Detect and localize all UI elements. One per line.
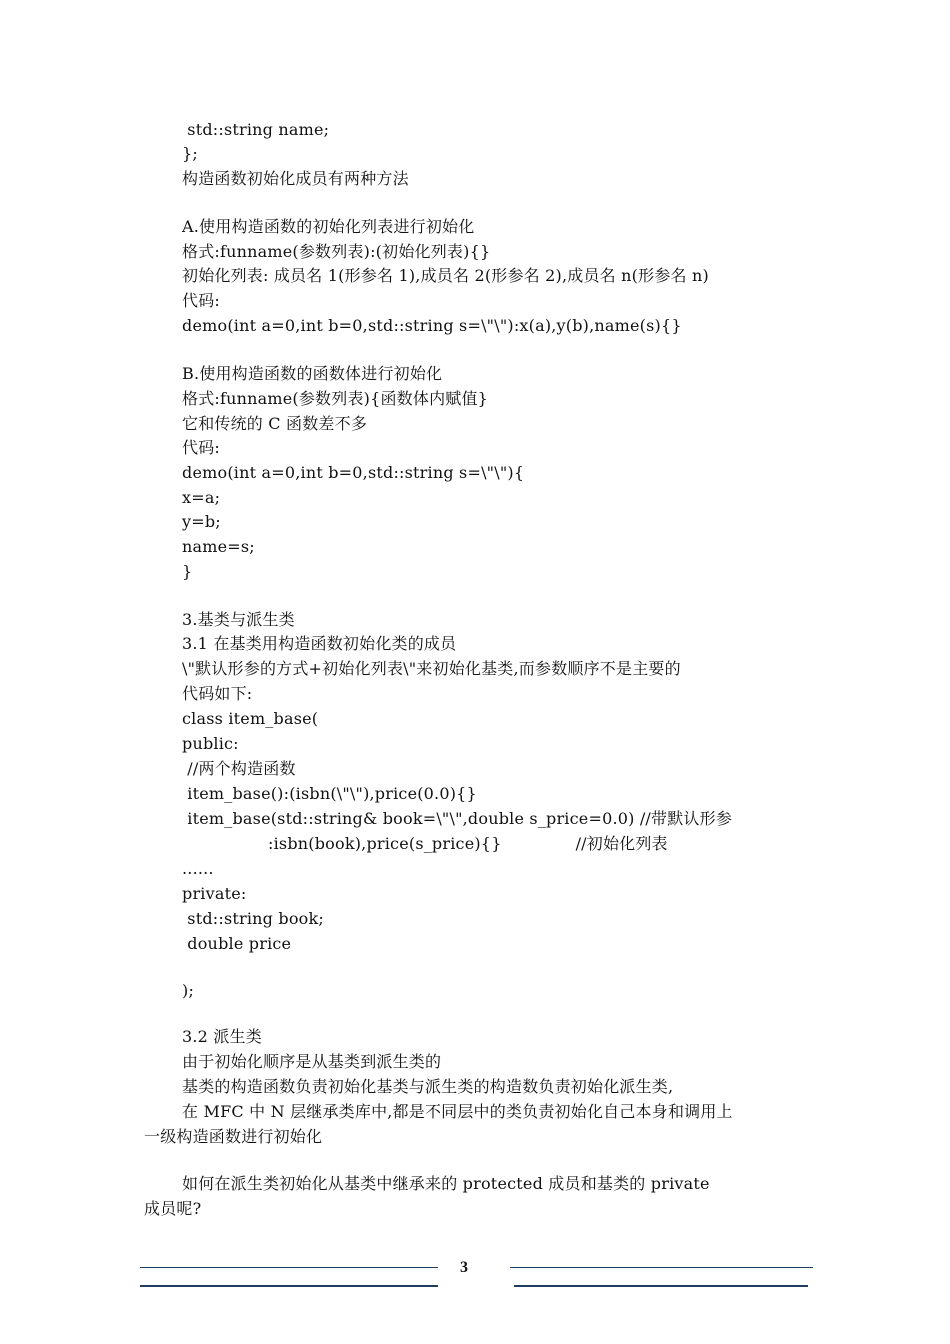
section-heading: 3.基类与派生类	[182, 610, 295, 629]
text-line: 初始化列表: 成员名 1(形参名 1),成员名 2(形参名 2),成员名 n(形参名 n)	[182, 266, 709, 285]
text-line: 代码:	[182, 291, 220, 310]
code-line: public:	[182, 734, 239, 753]
code-line: class item_base(	[182, 709, 319, 728]
section-heading: B.使用构造函数的函数体进行初始化	[182, 364, 443, 383]
code-line: ......	[182, 859, 214, 878]
code-line: demo(int a=0,int b=0,std::string s=\"\"){	[182, 463, 525, 482]
footer-rule-left-bottom	[140, 1285, 438, 1287]
text-line: 格式:funname(参数列表):(初始化列表){}	[182, 242, 491, 261]
text-line: 格式:funname(参数列表){函数体内赋值}	[182, 389, 489, 408]
text-line: 它和传统的 C 函数差不多	[182, 414, 368, 433]
text-line: 构造函数初始化成员有两种方法	[182, 169, 409, 188]
code-line: double price	[182, 934, 292, 953]
text-line: 代码:	[182, 438, 220, 457]
footer-rule-right-top	[510, 1267, 813, 1268]
code-line: std::string name;	[182, 120, 330, 139]
text-line: 一级构造函数进行初始化	[144, 1127, 323, 1146]
text-line: 成员呢?	[144, 1199, 202, 1218]
footer-rule-right-bottom	[514, 1285, 808, 1287]
text-line: \"默认形参的方式+初始化列表\"来初始化基类,而参数顺序不是主要的	[182, 659, 681, 678]
code-line: };	[182, 144, 198, 163]
code-line: private:	[182, 884, 247, 903]
text-line: 在 MFC 中 N 层继承类库中,都是不同层中的类负责初始化自己本身和调用上	[182, 1102, 733, 1121]
section-heading: A.使用构造函数的初始化列表进行初始化	[182, 217, 475, 236]
page-number: 3	[460, 1259, 468, 1276]
code-line: //两个构造函数	[182, 759, 296, 778]
code-line: item_base(std::string& book=\"\",double s_price=0.0) //带默认形参	[182, 809, 733, 828]
footer-rule-left-top	[140, 1267, 438, 1268]
code-line: name=s;	[182, 537, 255, 556]
code-line: x=a;	[182, 488, 221, 507]
text-line: 基类的构造函数负责初始化基类与派生类的构造数负责初始化派生类,	[182, 1077, 674, 1096]
code-line: y=b;	[182, 512, 221, 531]
text-line: 如何在派生类初始化从基类中继承来的 protected 成员和基类的 private	[182, 1174, 710, 1193]
text-line: 代码如下:	[182, 684, 253, 703]
code-line: );	[182, 981, 195, 1000]
code-line: demo(int a=0,int b=0,std::string s=\"\"):x(a),y(b),name(s){}	[182, 316, 682, 335]
code-line: std::string book;	[182, 909, 324, 928]
text-line: 由于初始化顺序是从基类到派生类的	[182, 1052, 442, 1071]
code-line: }	[182, 562, 193, 581]
code-line: :isbn(book),price(s_price){} //初始化列表	[268, 834, 668, 853]
subsection-heading: 3.1 在基类用构造函数初始化类的成员	[182, 634, 457, 653]
subsection-heading: 3.2 派生类	[182, 1027, 262, 1046]
code-line: item_base():(isbn(\"\"),price(0.0){}	[182, 784, 477, 803]
